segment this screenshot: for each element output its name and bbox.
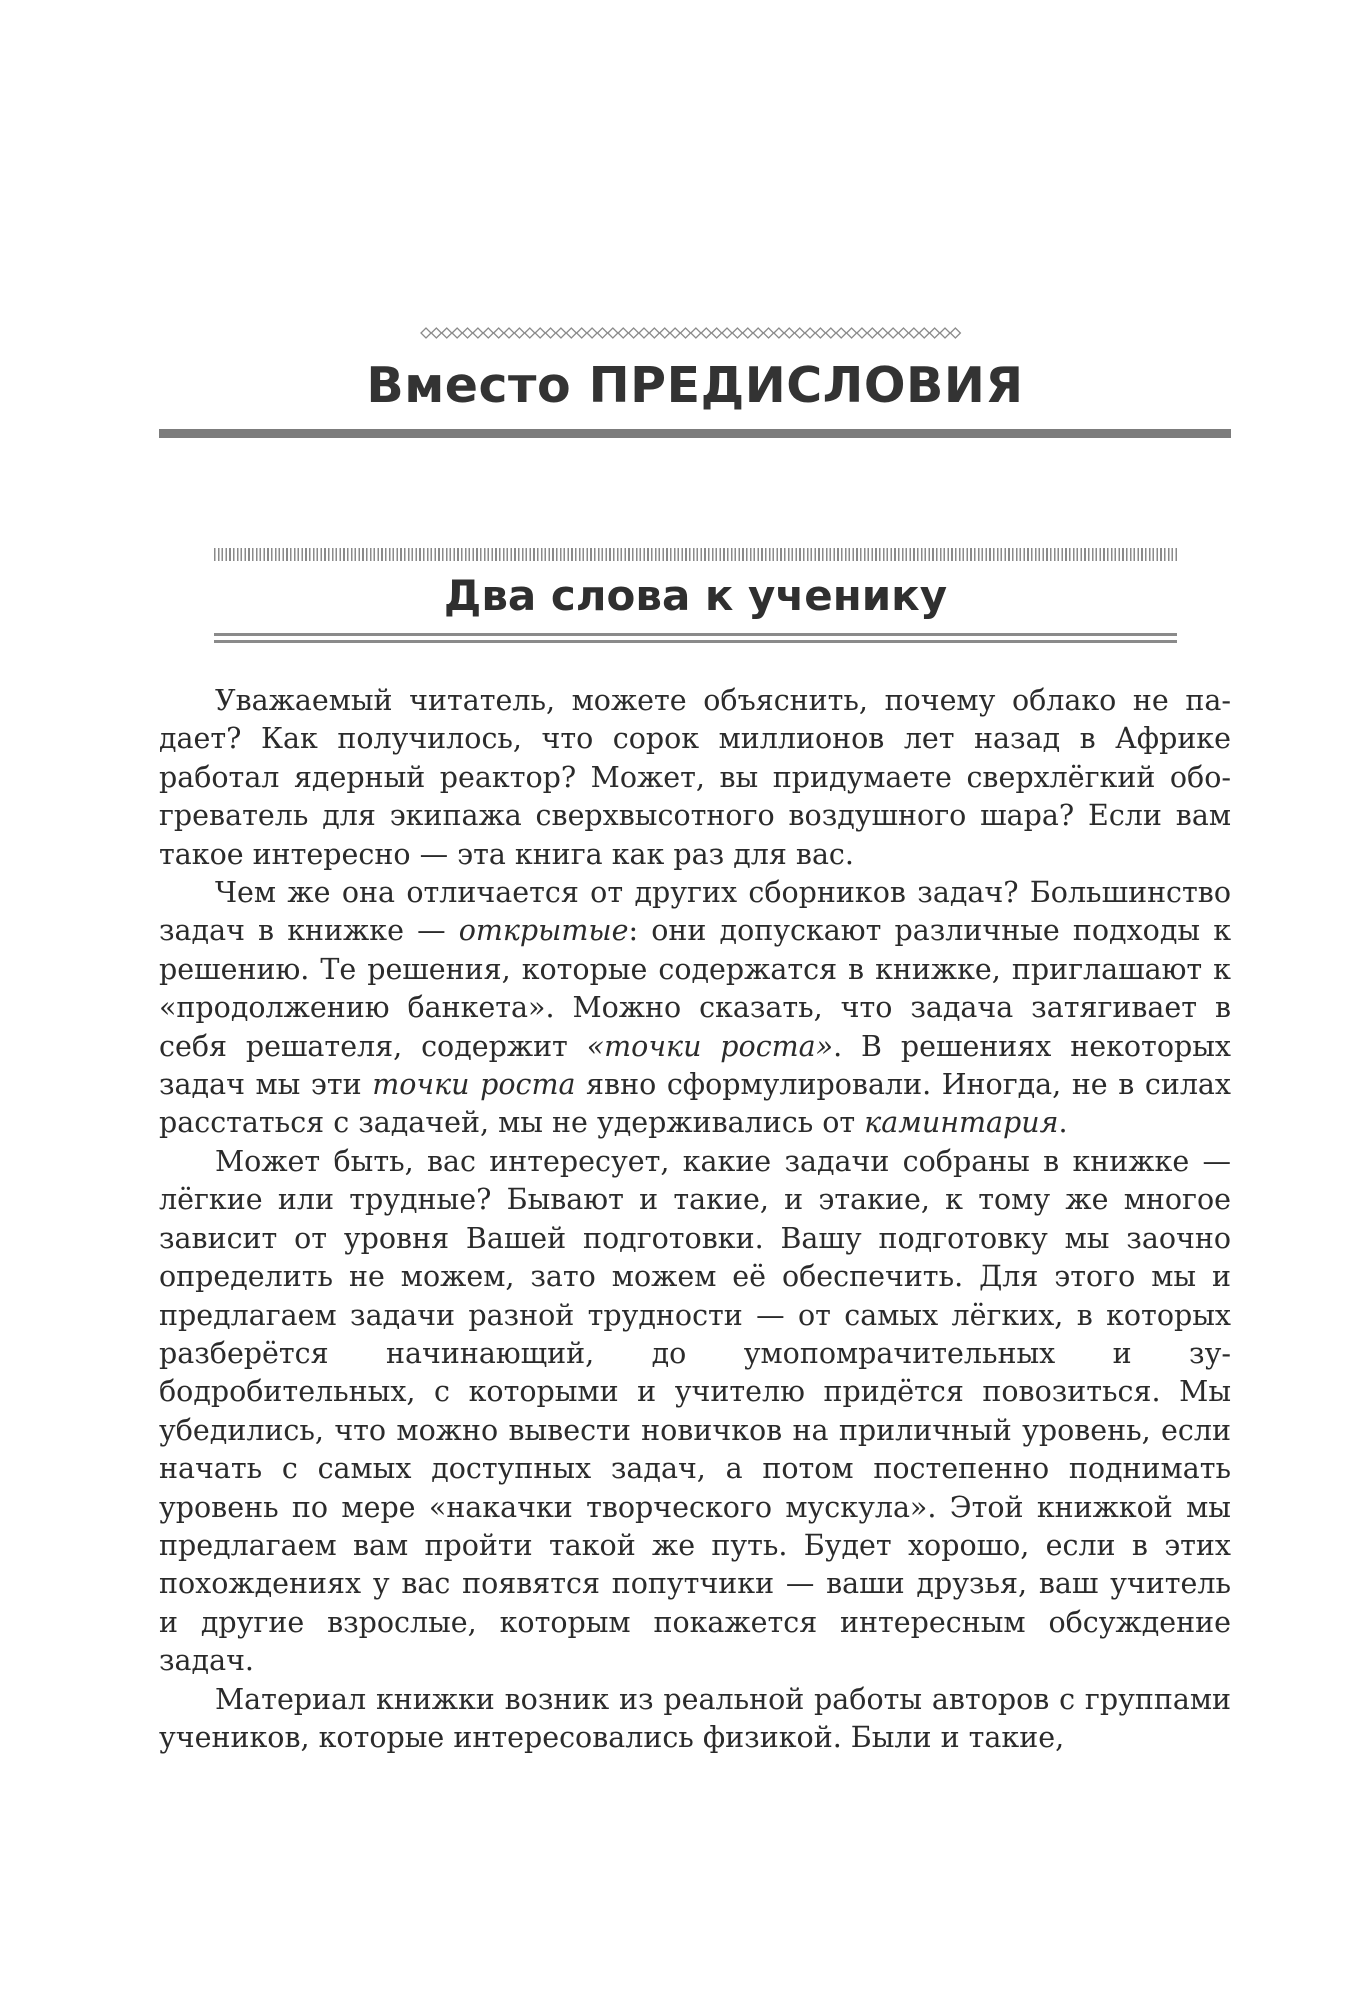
ornament-diamond	[826, 328, 836, 338]
ornament-diamond	[919, 328, 929, 338]
ornament-diamond	[712, 328, 722, 338]
ornament-diamond	[836, 328, 846, 338]
ornament-diamond	[753, 328, 763, 338]
ornament-diamond	[442, 328, 452, 338]
ornament-diamond	[504, 328, 514, 338]
ornament-diamond	[597, 328, 607, 338]
ornament-diamond	[691, 328, 701, 338]
ornament-diamond	[639, 328, 649, 338]
paragraph-2-text-2: : они допускают различные подходы к решению. Те решения, которые содержатся в книжке, приглашают к «продолжению банкета». Можно сказать, что задача затягивает в себя решателя, содержит	[159, 914, 1232, 1063]
paragraph-1: Уважаемый читатель, можете объяснить, почему облако не падает? Как получилось, что сорок миллионов лет назад в Африке работал ядерный реактор? Может, вы придумаете сверхлёгкий обогреватель для экипажа сверхвысотного воздушного шара? Если вам такое интересно — эта книга как раз для вас.	[159, 684, 1231, 871]
ornament-diamond	[857, 328, 867, 338]
paragraph-2-emphasis-growth-points-2: точки роста	[372, 1068, 576, 1102]
ornament-diamond	[483, 328, 493, 338]
ornament-diamond	[546, 328, 556, 338]
ornament-diamond	[608, 328, 618, 338]
ornament-diamond	[795, 328, 805, 338]
paragraph-2-text-1: Чем же она отличается от других сборников задач? Большинство задач в книжке —	[159, 876, 1231, 948]
ornament-diamond	[940, 328, 950, 338]
ornament-diamond	[774, 328, 784, 338]
ornament-diamond	[494, 328, 504, 338]
ornament-diamond	[670, 328, 680, 338]
section-rule-line-top	[214, 633, 1177, 636]
chapter-rule	[159, 429, 1231, 438]
ornament-diamond	[660, 328, 670, 338]
ornament-diamond	[649, 328, 659, 338]
ornament-diamond	[701, 328, 711, 338]
ornament-diamond	[587, 328, 597, 338]
section-hatch-rule	[214, 548, 1177, 561]
section-double-rule	[214, 633, 1177, 644]
chapter-title: Вместо ПРЕДИСЛОВИЯ	[366, 357, 1024, 414]
paragraph-2-emphasis-growth-points: «точки роста»	[586, 1029, 834, 1063]
ornament-diamond	[566, 328, 576, 338]
ornament-diamond	[473, 328, 483, 338]
paragraph-3: Может быть, вас интересует, какие задачи собраны в книжке — лёгкие или трудные? Бывают и такие, и этакие, к тому же многое зависит от уровня Вашей подготовки. Вашу подготовку мы заочно определить не можем, зато можем её обеспечить. Для этого мы и предлагаем задачи разной трудности — от самых лёгких, в которых разберётся начинающий, до умопомрачительных и зубодробительных, с которыми и учителю придётся повозиться. Мы убедились, что можно вывести новичков на приличный уровень, если начать с самых доступных задач, а потом постепенно поднимать уровень по мере «накачки творческого мускула». Этой книжкой мы предлагаем вам пройти такой же путь. Будет хорошо, если в этих похождениях у вас появятся попутчики — ваши друзья, ваш учитель и другие взрослые, которым покажется интересным обсуждение задач.	[159, 1144, 1231, 1678]
ornament-diamond	[878, 328, 888, 338]
chapter-ornament	[420, 326, 965, 340]
paragraph-2-text-5: .	[1058, 1106, 1068, 1140]
ornament-diamond	[577, 328, 587, 338]
paragraph-4: Материал книжки возник из реальной работы авторов с группами учеников, которые интересовались физикой. Были и такие,	[159, 1682, 1231, 1754]
ornament-diamond	[815, 328, 825, 338]
ornament-diamond	[514, 328, 524, 338]
ornament-diamond	[930, 328, 940, 338]
body-text	[159, 682, 1231, 1757]
section-title: Два слова к ученику	[443, 571, 948, 620]
ornament-diamond	[888, 328, 898, 338]
ornament-diamond	[732, 328, 742, 338]
ornament-diamond	[764, 328, 774, 338]
ornament-diamond	[847, 328, 857, 338]
ornament-diamond	[950, 328, 960, 338]
ornament-diamond	[784, 328, 794, 338]
ornament-diamond	[805, 328, 815, 338]
paragraph-2	[159, 874, 1231, 1143]
ornament-diamond	[898, 328, 908, 338]
ornament-diamond	[743, 328, 753, 338]
ornament-diamond	[629, 328, 639, 338]
paragraph-2-text-4: явно сформулировали. Иногда, не в силах расстаться с задачей, мы не удерживались от	[159, 1068, 1232, 1140]
ornament-diamond	[431, 328, 441, 338]
ornament-diamond	[867, 328, 877, 338]
paragraph-2-text-3: . В решениях некоторых задач мы эти	[159, 1029, 1231, 1102]
ornament-diamond	[452, 328, 462, 338]
ornament-diamond	[525, 328, 535, 338]
ornament-diamond	[618, 328, 628, 338]
section-rule-line-bottom	[214, 640, 1177, 643]
paragraph-2-emphasis-comment: каминтария	[864, 1106, 1059, 1140]
ornament-diamond	[535, 328, 545, 338]
ornament-diamond	[909, 328, 919, 338]
ornament-diamond	[556, 328, 566, 338]
ornament-diamond	[722, 328, 732, 338]
paragraph-2-emphasis-open: открытые	[458, 914, 629, 948]
ornament-diamond	[421, 328, 431, 338]
ornament-diamond	[681, 328, 691, 338]
ornament-diamond	[463, 328, 473, 338]
